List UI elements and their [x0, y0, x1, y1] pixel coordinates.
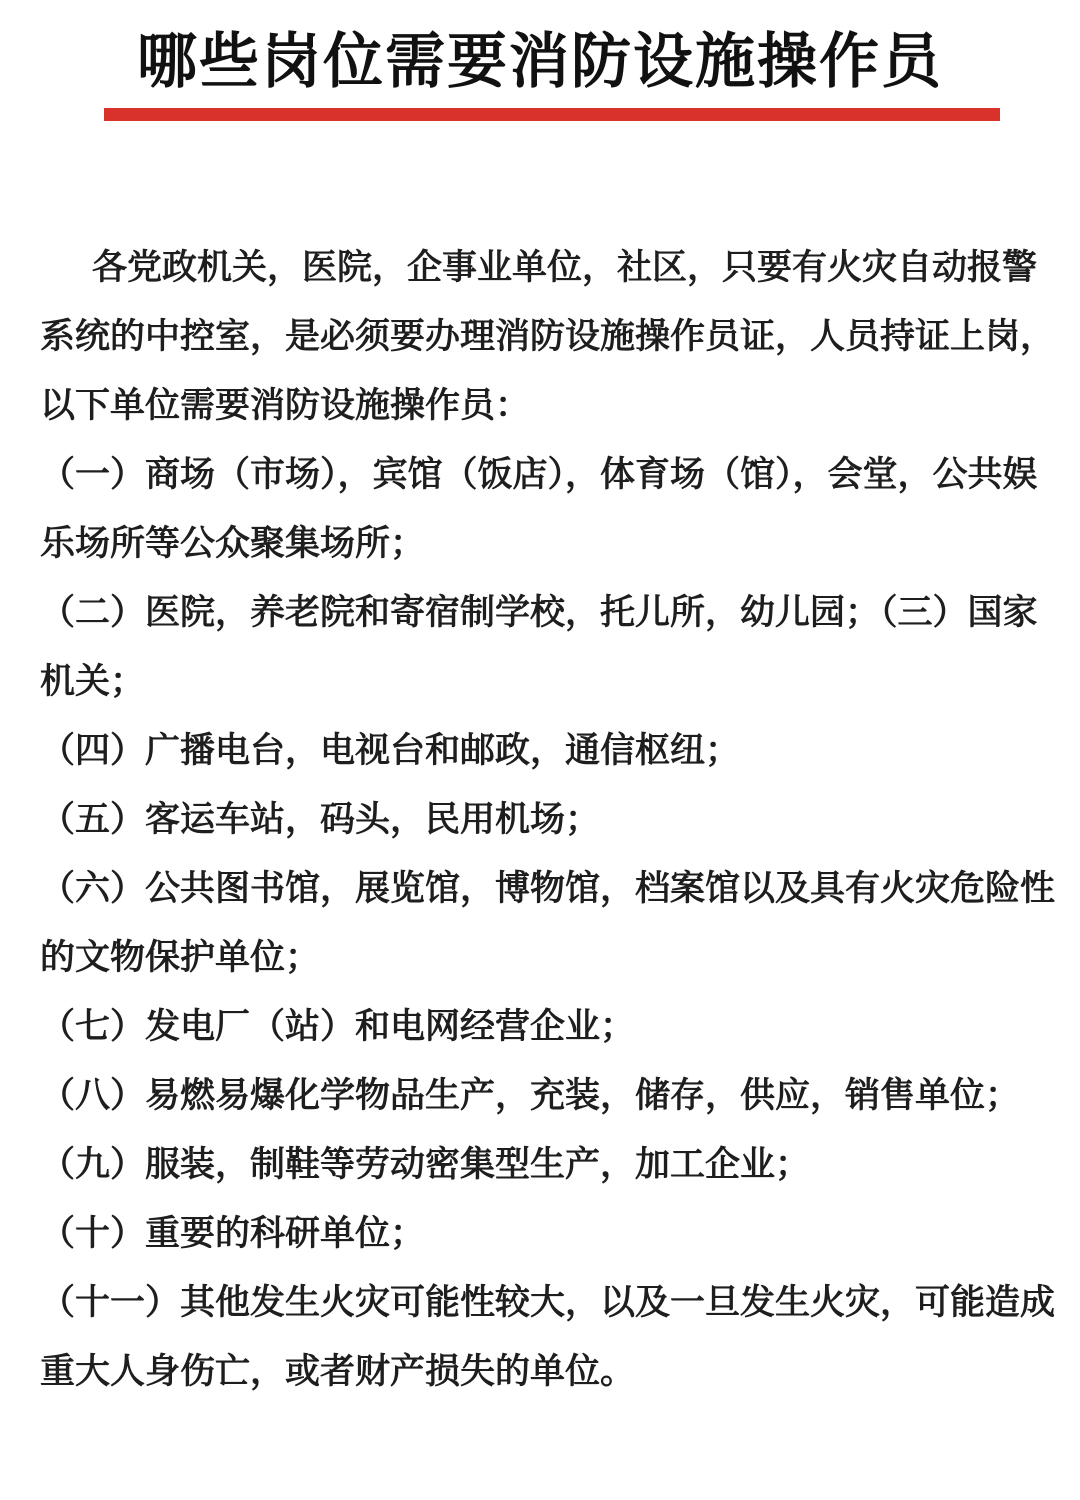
list-item: （十）重要的科研单位； [40, 1214, 426, 1254]
document-body [40, 234, 1060, 1407]
list-item: （一）商场（市场），宾馆（饭店），体育场（馆），会堂，公共娱乐场所等公众聚集场所； [40, 455, 1038, 564]
list-item: （八）易燃易爆化学物品生产，充装，储存，供应，销售单位； [40, 1076, 1021, 1116]
list-item: （七）发电厂（站）和电网经营企业； [40, 1007, 636, 1047]
list-item: （四）广播电台，电视台和邮政，通信枢纽； [40, 731, 741, 771]
intro-paragraph: 各党政机关，医院，企事业单位，社区，只要有火灾自动报警系统的中控室，是必须要办理消防设施操作员证，人员持证上岗，以下单位需要消防设施操作员： [40, 248, 1056, 426]
list-item: （二）医院，养老院和寄宿制学校，托儿所，幼儿园；（三）国家机关； [40, 593, 1038, 702]
list-item: （五）客运车站，码头，民用机场； [40, 800, 601, 840]
list-item: （六）公共图书馆，展览馆，博物馆，档案馆以及具有火灾危险性的文物保护单位； [40, 869, 1056, 978]
list-item: （九）服装，制鞋等劳动密集型生产，加工企业； [40, 1145, 811, 1185]
list-item: （十一）其他发生火灾可能性较大，以及一旦发生火灾，可能造成重大人身伤亡，或者财产损失的单位。 [40, 1283, 1056, 1392]
title-underline [104, 108, 1000, 121]
page-title: 哪些岗位需要消防设施操作员 [137, 27, 943, 97]
